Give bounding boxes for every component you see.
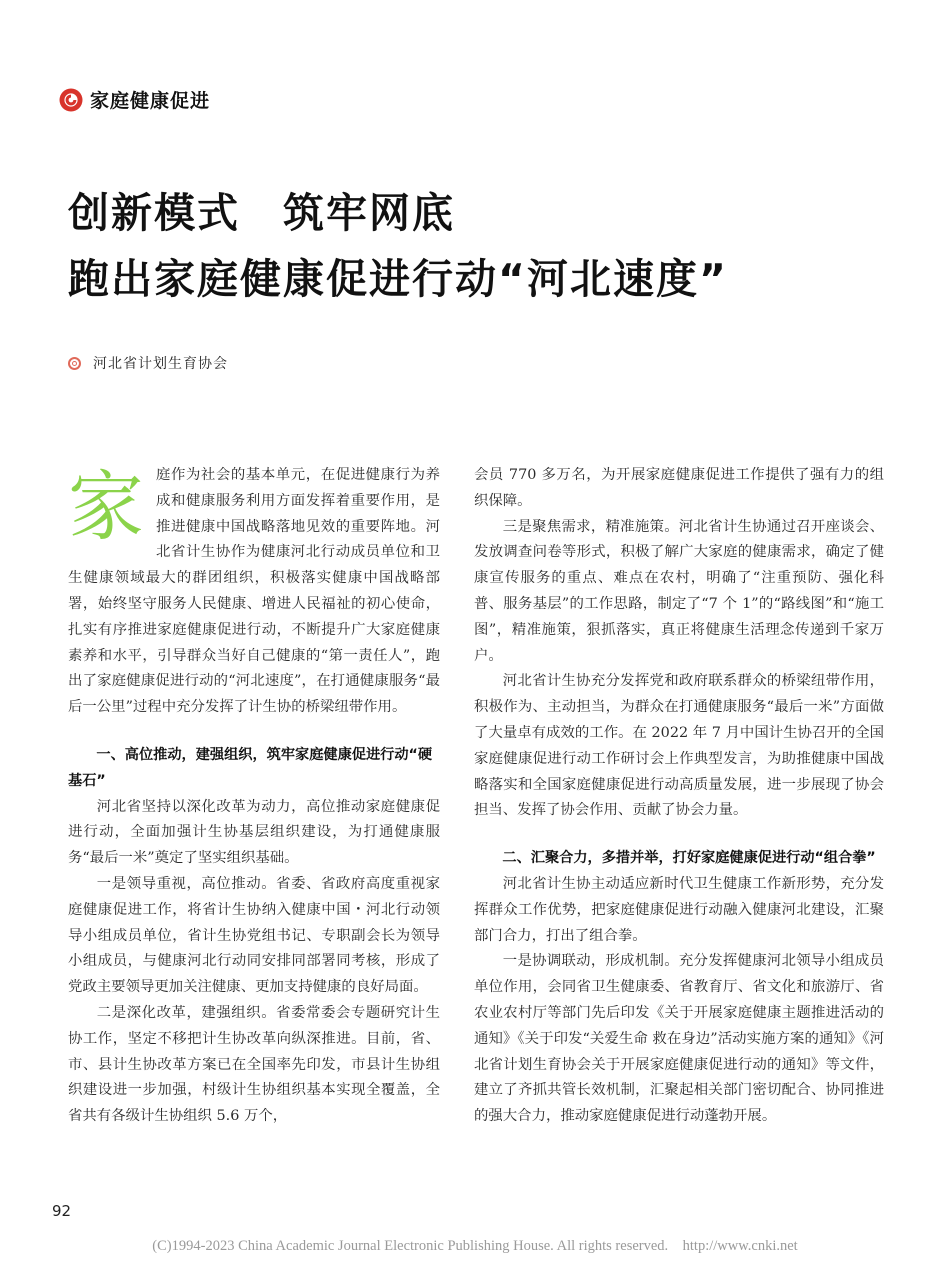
- paragraph: 河北省坚持以深化改革为动力，高位推动家庭健康促进行动，全面加强计生协基层组织建设，为打通健康服务“最后一米”奠定了坚实组织基础。: [68, 798, 440, 867]
- section-tag-label: 家庭健康促进: [90, 90, 211, 112]
- section-heading-2: 二、汇聚合力，多措并举，打好家庭健康促进行动“组合拳”: [502, 850, 876, 867]
- author-name: 河北省计划生育协会: [93, 356, 228, 372]
- intro-text: 庭作为社会的基本单元，在促进健康行为养成和健康服务利用方面发挥着重要作用，是推进健康中国战略落地见效的重要阵地。河北省计生协作为健康河北行动成员单位和卫生健康领域最大的群团组织，积极落实健康中国战略部署，始终坚守服务人民健康、增进人民福祉的初心使命，扎实有序推进家庭健康促进行动，不断提升广大家庭健康素养和水平，引导群众当好自己健康的“第一责任人”，跑出了家庭健康促进行动的“河北速度”，在打通健康服务“最后一公里”过程中充分发挥了计生协的桥梁纽带作用。: [68, 467, 440, 716]
- right-column: [474, 463, 884, 1130]
- page-number: 92: [52, 1202, 72, 1220]
- section-logo-icon: [58, 87, 84, 113]
- paragraph: 一是领导重视，高位推动。省委、省政府高度重视家庭健康促进工作，将省计生协纳入健康中国・河北行动领导小组成员单位，省计生协党组书记、专职副会长为领导小组成员，与健康河北行动同安排同部署同考核，形成了党政主要领导更加关注健康、更加支持健康的良好局面。: [68, 875, 440, 996]
- section-heading-1: 一、高位推动，建强组织，筑牢家庭健康促进行动“硬基石”: [68, 746, 433, 789]
- paragraph: 河北省计生协主动适应新时代卫生健康工作新形势，充分发挥群众工作优势，把家庭健康促进行动融入健康河北建设，汇聚部门合力，打出了组合拳。: [474, 875, 884, 944]
- left-column: [68, 463, 440, 1130]
- title-line-2: 跑出家庭健康促进行动“河北速度”: [68, 255, 728, 303]
- section-tag: [58, 86, 210, 113]
- copyright-footer: (C)1994-2023 China Academic Journal Electronic Publishing House. All rights reserved. http://www.cnki.net: [152, 1238, 798, 1254]
- author-line: [68, 353, 228, 373]
- paragraph: 二是深化改革，建强组织。省委常委会专题研究计生协工作，坚定不移把计生协改革向纵深推进。目前，省、市、县计生协改革方案已在全国率先印发，市县计生协组织建设进一步加强，村级计生协组织基本实现全覆盖，全省共有各级计生协组织 5.6 万个，: [68, 1004, 440, 1125]
- ring-icon: [68, 357, 81, 370]
- paragraph: 一是协调联动，形成机制。充分发挥健康河北领导小组成员单位作用，会同省卫生健康委、省教育厅、省文化和旅游厅、省农业农村厅等部门先后印发《关于开展家庭健康主题推进活动的通知》《关于印发“关爱生命 救在身边”活动实施方案的通知》《河北省计划生育协会关于开展家庭健康促进行动的通知》等文件，建立了齐抓共管长效机制，汇聚起相关部门密切配合、协同推进的强大合力，推动家庭健康促进行动蓬勃开展。: [474, 953, 884, 1125]
- title-line-1: 创新模式 筑牢网底: [68, 189, 455, 237]
- drop-cap: 家: [68, 462, 144, 551]
- paragraph: 会员 770 多万名，为开展家庭健康促进工作提供了强有力的组织保障。: [474, 467, 884, 509]
- article-title: [68, 180, 728, 312]
- intro-paragraph: [68, 463, 440, 721]
- paragraph: 河北省计生协充分发挥党和政府联系群众的桥梁纽带作用，积极作为、主动担当，为群众在打通健康服务“最后一米”方面做了大量卓有成效的工作。在 2022 年 7 月中国计生协召开的全国家庭健康促进行动工作研讨会上作典型发言，为助推健康中国战略落实和全国家庭健康促进行动高质量发展，进一步展现了协会担当、发挥了协会作用、贡献了协会力量。: [474, 673, 884, 819]
- paragraph: 三是聚焦需求，精准施策。河北省计生协通过召开座谈会、发放调查问卷等形式，积极了解广大家庭的健康需求，确定了健康宣传服务的重点、难点在农村，明确了“注重预防、强化科普、服务基层”的工作思路，制定了“7 个 1”的“路线图”和“施工图”，精准施策，狠抓落实，真正将健康生活理念传递到千家万户。: [474, 518, 884, 664]
